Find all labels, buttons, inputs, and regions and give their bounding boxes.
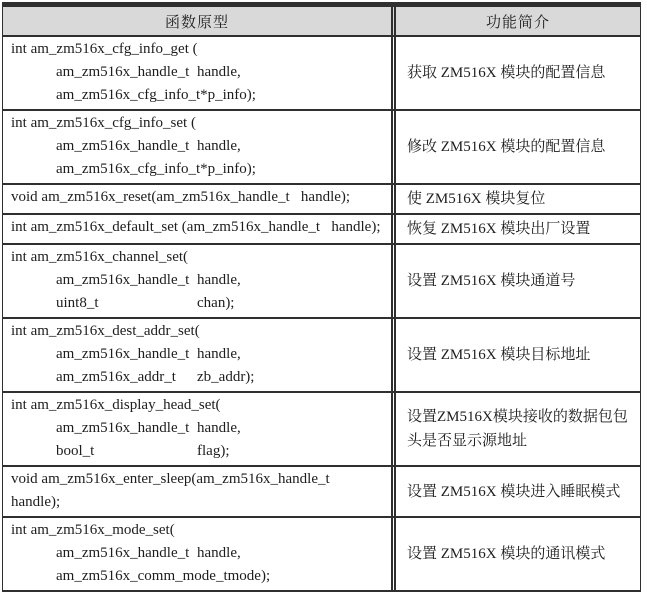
- param-type: am_zm516x_handle_t: [56, 346, 190, 362]
- prototype-cell: [3, 111, 391, 183]
- param-name: handle,: [197, 346, 241, 362]
- code-line: [11, 343, 383, 366]
- table-row: [3, 109, 640, 183]
- code-line: [11, 84, 383, 107]
- prototype-cell: [3, 37, 391, 109]
- code-line: [11, 366, 383, 389]
- code-line: int am_zm516x_cfg_info_set (: [11, 115, 196, 131]
- description-text: 设置 ZM516X 模块进入睡眠模式: [407, 483, 621, 500]
- param-type: am_zm516x_handle_t: [56, 138, 190, 154]
- code-line: [11, 565, 383, 588]
- code-line: int am_zm516x_default_set (am_zm516x_handle_t handle);: [11, 219, 381, 235]
- description-text: 使 ZM516X 模块复位: [407, 191, 546, 207]
- description-text: 获取 ZM516X 模块的配置信息: [407, 65, 606, 81]
- param-name: zb_addr);: [197, 369, 255, 385]
- table-row: [3, 35, 640, 109]
- prototype-cell: [3, 245, 391, 317]
- description-text: 修改 ZM516X 模块的配置信息: [407, 139, 606, 155]
- description-text: 设置 ZM516X 模块目标地址: [407, 347, 591, 363]
- code-line: int am_zm516x_dest_addr_set(: [11, 323, 200, 339]
- param-name: *p_info);: [200, 87, 256, 103]
- param-name: handle,: [197, 272, 241, 288]
- code-line: int am_zm516x_mode_set(: [11, 522, 175, 538]
- description-text: 恢复 ZM516X 模块出厂设置: [407, 221, 591, 237]
- description-cell: [391, 111, 640, 183]
- description-cell: [391, 518, 640, 590]
- table-row: [3, 243, 640, 317]
- code-line: [11, 158, 383, 181]
- description-text: 设置ZM516X模块接收的数据包包头是否显示源地址: [407, 409, 628, 449]
- table-row: [3, 516, 640, 590]
- prototype-cell: [3, 215, 391, 243]
- code-line: int am_zm516x_display_head_set(: [11, 397, 221, 413]
- param-type: am_zm516x_handle_t: [56, 272, 190, 288]
- param-type: am_zm516x_handle_t: [56, 545, 190, 561]
- param-type: uint8_t: [56, 295, 99, 311]
- code-line: [11, 269, 383, 292]
- param-name: handle,: [197, 138, 241, 154]
- code-line: int am_zm516x_channel_set(: [11, 249, 189, 265]
- param-type: am_zm516x_cfg_info_t: [56, 161, 201, 177]
- description-text: 设置 ZM516X 模块通道号: [407, 273, 576, 289]
- table-row: [3, 317, 640, 391]
- table-row: [3, 465, 640, 516]
- param-name: handle,: [197, 64, 241, 80]
- code-line: void am_zm516x_enter_sleep(am_zm516x_handle_t handle);: [11, 471, 341, 510]
- code-line: [11, 135, 383, 158]
- code-line: [11, 417, 383, 440]
- param-type: bool_t: [56, 443, 95, 459]
- prototype-cell: [3, 319, 391, 391]
- param-name: flag);: [197, 443, 230, 459]
- param-type: am_zm516x_addr_t: [56, 369, 176, 385]
- code-line: [11, 61, 383, 84]
- param-name: handle,: [197, 545, 241, 561]
- description-cell: [391, 467, 640, 516]
- column-header-description: 功能简介: [391, 7, 640, 35]
- code-line: int am_zm516x_cfg_info_get (: [11, 41, 198, 57]
- param-name: *p_info);: [200, 161, 256, 177]
- description-cell: [391, 215, 640, 243]
- description-cell: [391, 185, 640, 213]
- description-cell: [391, 245, 640, 317]
- table-body: [3, 35, 640, 590]
- code-line: [11, 542, 383, 565]
- code-line: [11, 292, 383, 315]
- prototype-cell: [3, 393, 391, 465]
- description-cell: [391, 37, 640, 109]
- param-type: am_zm516x_handle_t: [56, 64, 190, 80]
- table-row: [3, 183, 640, 213]
- prototype-cell: [3, 518, 391, 590]
- code-line: [11, 440, 383, 463]
- param-type: am_zm516x_comm_mode_t: [56, 568, 228, 584]
- table-row: [3, 391, 640, 465]
- column-header-prototype: 函数原型: [164, 14, 229, 31]
- param-name: mode);: [227, 568, 271, 584]
- code-line: void am_zm516x_reset(am_zm516x_handle_t handle);: [11, 189, 351, 205]
- param-name: handle,: [197, 420, 241, 436]
- description-cell: [391, 319, 640, 391]
- table-header-row: [3, 7, 640, 35]
- description-text: 设置 ZM516X 模块的通讯模式: [407, 546, 606, 562]
- param-name: chan);: [197, 295, 235, 311]
- param-type: am_zm516x_handle_t: [56, 420, 190, 436]
- table-row: [3, 213, 640, 243]
- param-type: am_zm516x_cfg_info_t: [56, 87, 201, 103]
- prototype-cell: [3, 467, 391, 516]
- prototype-cell: [3, 185, 391, 213]
- api-function-table: [2, 2, 641, 592]
- description-cell: [391, 393, 640, 465]
